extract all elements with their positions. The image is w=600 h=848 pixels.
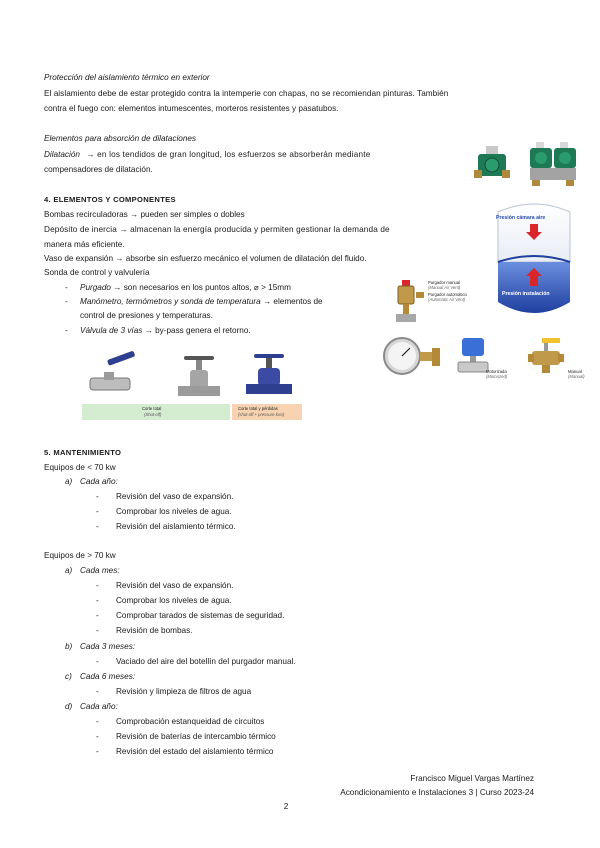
bullet-dash: - [65, 283, 68, 292]
item-dash: - [96, 522, 99, 531]
bullet-dash: - [65, 326, 68, 335]
manometer-image [382, 334, 442, 378]
bullet-dash: - [65, 297, 68, 306]
list-item: Revisión y limpieza de filtros de agua [116, 687, 252, 696]
page-number: 2 [283, 802, 289, 811]
purge-auto-sub: (Automatic Air Vent) [428, 297, 466, 302]
bullet-purgado [80, 281, 291, 294]
footer-course: Acondicionamiento e Instalaciones 3 | Curso 2023-24 [340, 788, 534, 797]
period-letter: c) [65, 672, 72, 681]
recirculation-pumps-image [472, 140, 582, 188]
valve-manual-label: Manual [568, 369, 582, 374]
list-item: Revisión del estado del aislamiento térmico [116, 747, 274, 756]
dilation-term: Dilatación [44, 150, 80, 159]
period-label: Cada 3 meses: [80, 642, 136, 651]
item-dash: - [96, 596, 99, 605]
section-4-heading: 4. ELEMENTOS Y COMPONENTES [44, 195, 176, 204]
period-label: Cada 6 meses: [80, 672, 136, 681]
list-item: Revisión del vaso de expansión. [116, 492, 234, 501]
deposito-line-2: manera más eficiente. [44, 240, 125, 249]
section-5-heading: 5. MANTENIMIENTO [44, 448, 122, 457]
item-dash: - [96, 581, 99, 590]
bullet-valvula [80, 324, 251, 337]
group1-title: Equipos de < 70 kw [44, 463, 116, 472]
vaso-line: Vaso de expansión → absorbe sin esfuerzo mecánico el volumen de dilatación del fluido. [44, 254, 367, 263]
item-dash: - [96, 657, 99, 666]
purge-manual-sub: (Manual Air Vent) [428, 285, 461, 290]
item-dash: - [96, 747, 99, 756]
period-letter: a) [65, 477, 73, 486]
protection-title: Protección del aislamiento térmico en exterior [44, 73, 210, 82]
tank-top-label: Presión cámara aire [496, 215, 546, 221]
bullet-manometro [80, 295, 323, 308]
dilation-title: Elementos para absorción de dilataciones [44, 134, 197, 143]
footer-author: Francisco Miguel Vargas Martínez [410, 774, 534, 783]
list-item: Comprobar los niveles de agua. [116, 507, 232, 516]
bullet-valvula-term: Válvula de 3 vías [80, 326, 143, 335]
period-label: Cada año: [80, 477, 118, 486]
tank-bottom-label: Presión instalación [502, 291, 550, 297]
protection-line-1: El aislamiento debe de estar protegido contra la intemperie con chapas, no se recomiendan pinturas. También [44, 89, 449, 98]
dilation-line-2: compensadores de dilatación. [44, 165, 153, 174]
bullet-purgado-rest: → son necesarios en los puntos altos, ⌀ > 15mm [113, 283, 291, 292]
shutoff-valves-image [82, 350, 304, 405]
purge-manual-label: Purgador manual [428, 280, 461, 285]
deposito-line-1: Depósito de inercia → almacenan la energía producida y permiten gestionar la demanda de [44, 225, 390, 234]
bullet-manometro-cont: control de presiones y temperaturas. [80, 311, 213, 320]
corte-total-sub: (Shut-off) [144, 412, 162, 417]
list-item: Comprobación estanqueidad de circuitos [116, 717, 265, 726]
period-letter: a) [65, 566, 73, 575]
bullet-manometro-term: Manómetro, termómetros y sonda de temperatura [80, 297, 261, 306]
item-dash: - [96, 507, 99, 516]
manual-valve-image [526, 336, 566, 380]
item-dash: - [96, 717, 99, 726]
list-item: Revisión de baterías de intercambio térmico [116, 732, 276, 741]
period-label: Cada año: [80, 702, 118, 711]
sonda-line: Sonda de control y valvulería [44, 268, 150, 277]
corte-perdidas-label: Corte total y pérdidas [238, 406, 278, 411]
item-dash: - [96, 626, 99, 635]
dilation-line-1-rest: → en los tendidos de gran longitud, los esfuerzos se absorberán mediante [86, 150, 371, 159]
bullet-purgado-term: Purgado [80, 283, 111, 292]
item-dash: - [96, 492, 99, 501]
dilation-line-1 [44, 148, 371, 161]
period-letter: b) [65, 642, 73, 651]
valve-motorized-label: Motorizada [486, 369, 507, 374]
air-purge-valve-image [392, 278, 426, 328]
purge-auto-label: Purgador automático [428, 292, 467, 297]
list-item: Vaciado del aire del botellín del purgador manual. [116, 657, 296, 666]
corte-total-label: Corte total [142, 406, 162, 411]
period-label: Cada mes: [80, 566, 120, 575]
corte-perdidas-sub: (shut-off + pressure loss) [238, 412, 285, 417]
valve-motorized-sub: (Motorized) [486, 374, 508, 379]
list-item: Comprobar tarados de sistemas de seguridad. [116, 611, 285, 620]
list-item: Revisión del aislamiento térmico. [116, 522, 236, 531]
group2-title: Equipos de > 70 kw [44, 551, 116, 560]
period-letter: d) [65, 702, 73, 711]
item-dash: - [96, 611, 99, 620]
bullet-valvula-rest: → by-pass genera el retorno. [144, 326, 251, 335]
list-item: Revisión de bombas. [116, 626, 193, 635]
bullet-manometro-rest: → elementos de [262, 297, 323, 306]
list-item: Revisión del vaso de expansión. [116, 581, 234, 590]
bombas-line: Bombas recirculadoras → pueden ser simples o dobles [44, 210, 245, 219]
protection-line-2: contra el fuego con: elementos intumescentes, morteros resistentes y pasatubos. [44, 104, 339, 113]
item-dash: - [96, 732, 99, 741]
valve-manual-sub: (Manual) [568, 374, 585, 379]
item-dash: - [96, 687, 99, 696]
list-item: Comprobar los niveles de agua. [116, 596, 232, 605]
